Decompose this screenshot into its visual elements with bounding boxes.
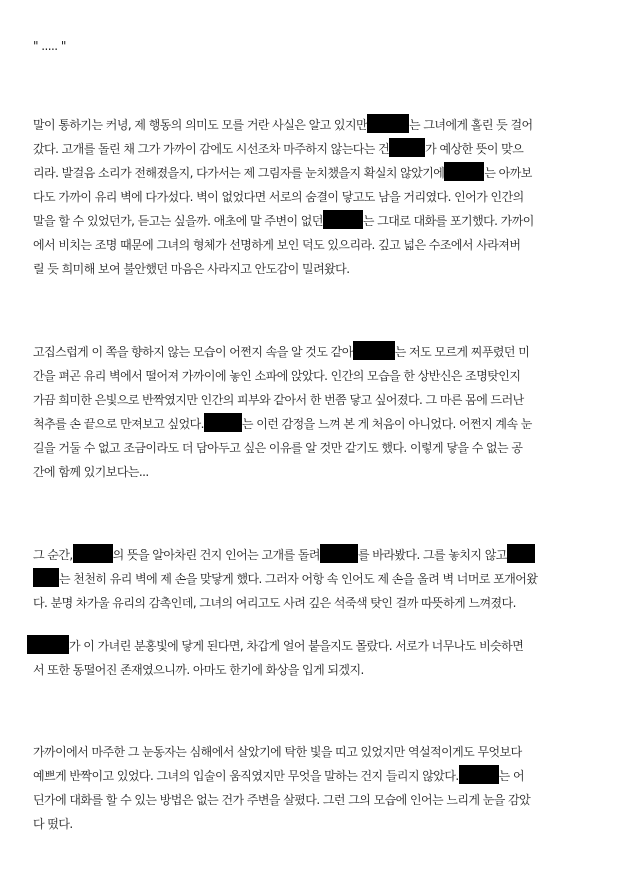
text-line: 척추를 손 끝으로 만져보고 싶었다. 는 이런 감정을 느껴 본 게 처음이 아니었다. 어쩐지 계속 눈 [33,412,532,436]
text-line: 는 천천히 유리 벽에 제 손을 맞닿게 했다. 그러자 어항 속 인어도 제 손을 올려 벽 너머로 포개어왔 [33,567,537,591]
text-line: 다. 분명 차가울 유리의 감촉인데, 그녀의 여리고도 사려 깊은 석죽색 탓인 걸까 따뜻하게 느껴졌다. [33,596,516,610]
text-line: 리라. 발걸음 소리가 전해졌을지, 다가서는 제 그림자를 눈치챘을지 확실치 않았기에 는 아까보 [33,161,532,185]
text-line: 간에 함께 있기보다는... [33,465,149,479]
text-line: 다 떴다. [33,817,73,831]
text-line: 예쁘게 반짝이고 있었다. 그녀의 입술이 움직였지만 무엇을 말하는 건지 들리지 않았다. 는 어 [33,764,524,788]
text-line: 말이 통하기는 커녕, 제 행동의 의미도 모를 거란 사실은 알고 있지만 는 그녀에게 홀린 듯 걸어 [33,113,533,137]
redaction-bar [459,765,499,784]
text-line: 간을 펴곤 유리 벽에서 떨어져 가까이에 놓인 소파에 앉았다. 인간의 모습을 한 상반신은 조명탓인지 [33,369,521,383]
text-line: 길을 거둘 수 없고 조금이라도 더 담아두고 싶은 이유를 알 것만 같기도 했다. 이렇게 닿을 수 없는 공 [33,441,523,455]
text-line: 딘가에 대화를 할 수 있는 방법은 없는 건가 주변을 살폈다. 그런 그의 모습에 인어는 느리게 눈을 감았 [33,793,531,807]
text-line: 가까이에서 마주한 그 눈동자는 심해에서 살았기에 탁한 빛을 띠고 있었지만 역설적이게도 무엇보다 [33,745,522,759]
redaction-bar [367,114,409,133]
text-line: 다도 가까이 유리 벽에 다가섰다. 벽이 없었다면 서로의 숨결이 닿고도 남을 거리였다. 인어가 인간의 [33,190,524,204]
opening-quote: " ..... " [33,39,66,53]
text-line: 말을 할 수 있었던가, 듣고는 싶을까. 애초에 말 주변이 없던 는 그대로 대화를 포기했다. 가까이 [33,209,534,233]
text-line: 가 이 가녀린 분홍빛에 닿게 된다면, 차갑게 얼어 붙을지도 몰랐다. 서로가 너무나도 비슷하면 [27,634,523,658]
redaction-bar [353,341,395,360]
redaction-bar [33,568,59,587]
redaction-bar [73,544,113,563]
redaction-bar [27,635,69,654]
redaction-bar [444,162,484,181]
redaction-bar [507,544,535,563]
text-line: 서 또한 동떨어진 존재였으니까. 아마도 한기에 화상을 입게 되겠지. [33,663,364,677]
redaction-bar [320,544,358,563]
redaction-bar [323,210,363,229]
text-line: 릴 듯 희미해 보여 불안했던 마음은 사라지고 안도감이 밀려왔다. [33,262,350,276]
text-line: 그 순간, 의 뜻을 알아차린 건지 인어는 고개를 돌려 를 바라봤다. 그를 놓치지 않고 [33,543,535,567]
text-line: 에서 비치는 조명 때문에 그녀의 형체가 선명하게 보인 덕도 있으리라. 깊고 넓은 수조에서 사라져버 [33,238,521,252]
text-line: 고집스럽게 이 쪽을 향하지 않는 모습이 어쩐지 속을 알 것도 같아 는 저도 모르게 찌푸렸던 미 [33,340,529,364]
redaction-bar [204,413,242,432]
text-line: 갔다. 고개를 돌린 채 그가 가까이 감에도 시선조차 마주하지 않는다는 건 가 예상한 뜻이 맞으 [33,137,523,161]
redaction-bar [389,138,425,157]
text-line: 가끔 희미한 은빛으로 반짝였지만 인간의 피부와 같아서 한 번쯤 닿고 싶어졌다. 그 마른 몸에 드러난 [33,393,524,407]
